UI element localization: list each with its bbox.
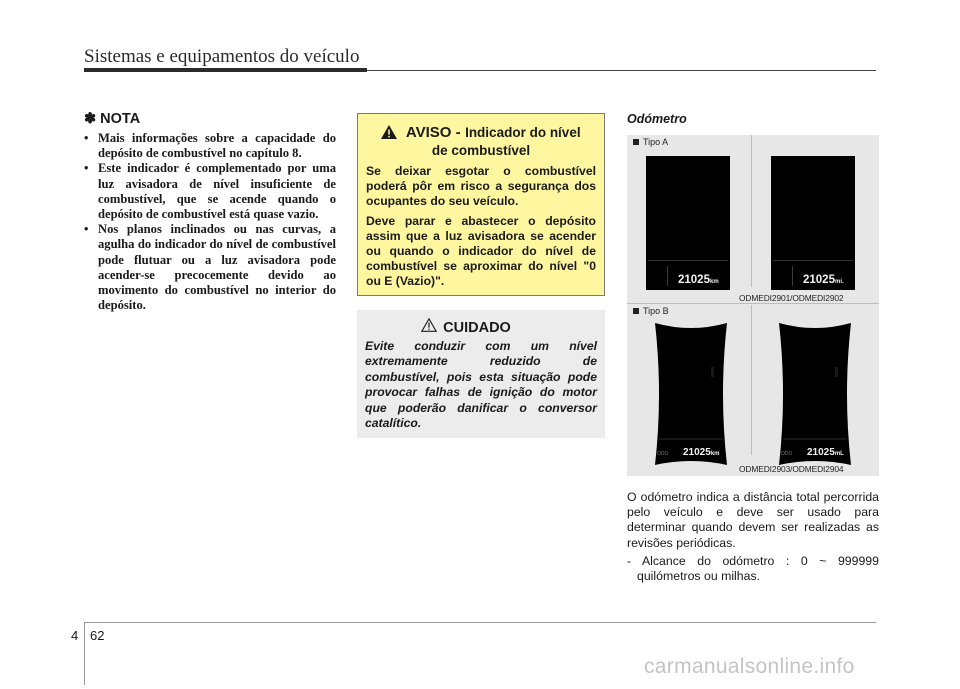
aviso-paragraph: Deve parar e abastecer o depósito assim que a luz avisadora se acender ou quando o indicador do nível de combustível se aproximar do nível "0 ou E (Vazio)". (366, 213, 596, 289)
tipo-a-label: Tipo A (633, 137, 668, 147)
aviso-heading (366, 124, 596, 158)
odometer-reading: 21025mi. (803, 274, 844, 286)
nota-section (84, 111, 336, 313)
warning-triangle-icon (381, 125, 397, 144)
page-number: 62 (90, 628, 105, 643)
aviso-warning-box (357, 113, 605, 296)
aviso-subtitle-line1: Indicador do nível (465, 125, 581, 140)
odometro-paragraph: O odómetro indica a distância total percorrida pelo veículo e deve ser usado para determinar quando devem ser realizadas as revisões periódicas. (627, 490, 879, 550)
cuidado-heading (335, 318, 597, 337)
odometer-figure (627, 135, 879, 476)
header-rule-thin (367, 70, 876, 71)
watermark-text: carmanualsonline.info (644, 655, 855, 678)
odometer-reading: 21025km (683, 447, 720, 458)
nota-title: ✽ NOTA (84, 111, 141, 127)
aviso-label: AVISO - (405, 124, 461, 141)
odometer-display-tipo-b-mi (773, 321, 857, 467)
nota-item: • Mais informações sobre a capacidade do depósito de combustível no capítulo 8. (84, 131, 336, 161)
odometer-display-tipo-b-km (649, 321, 733, 467)
display-tick (667, 266, 668, 286)
odometro-description (627, 490, 879, 587)
display-gridline (648, 260, 728, 261)
odometer-reading: 21025mL (807, 447, 844, 458)
chapter-number: 4 (71, 628, 79, 643)
footer-divider (84, 622, 85, 685)
odometer-display-tipo-a-km (646, 156, 730, 290)
square-bullet-icon (633, 139, 639, 145)
odometro-range: - Alcance do odómetro : 0 ~ 999999 quilómetros ou milhas. (627, 553, 879, 584)
odo-tag: ODO (657, 451, 669, 457)
footer-rule (84, 622, 876, 623)
display-tick (792, 266, 793, 286)
square-bullet-icon (633, 308, 639, 314)
odometro-title: Odómetro (627, 112, 687, 126)
aviso-paragraph: Se deixar esgotar o combustível poderá pôr em risco a segurança dos ocupantes do seu veículo. (366, 164, 596, 209)
nota-list (84, 131, 336, 313)
tipo-b-label: Tipo B (633, 306, 669, 316)
figure-divider (751, 135, 752, 287)
display-gridline (773, 260, 853, 261)
odometer-display-tipo-a-mi (771, 156, 855, 290)
figure-code-b: ODMEDI2903/ODMEDI2904 (739, 464, 844, 474)
odo-tag: ODO (781, 451, 793, 457)
header-rule-thick (84, 68, 367, 72)
cuidado-label: CUIDADO (443, 319, 511, 336)
nota-item: • Este indicador é complementado por uma luz avisadora de nível insuficiente de combustível, que se acende quando o depósito de combustível está quase vazio. (84, 161, 336, 222)
figure-divider (627, 303, 879, 304)
cuidado-caution-box (357, 310, 605, 438)
caution-triangle-icon (421, 318, 437, 337)
nota-item: • Nos planos inclinados ou nas curvas, a agulha do indicador do nível de combustível pode flutuar ou a luz avisadora pode acender-se precocemente devido ao movimento do combustível no interior do depósito. (84, 222, 336, 313)
figure-divider (751, 305, 752, 455)
odometer-reading: 21025km (678, 274, 719, 286)
cuidado-text: Evite conduzir com um nível extremamente reduzido de combustível, pois esta situação pode provocar falhas de ignição do motor que poderão danificar o conversor catalítico. (365, 339, 597, 431)
section-header-title: Sistemas e equipamentos do veículo (84, 46, 360, 67)
aviso-subtitle-line2: de combustível (431, 143, 531, 158)
figure-code-a: ODMEDI2901/ODMEDI2902 (739, 293, 844, 303)
